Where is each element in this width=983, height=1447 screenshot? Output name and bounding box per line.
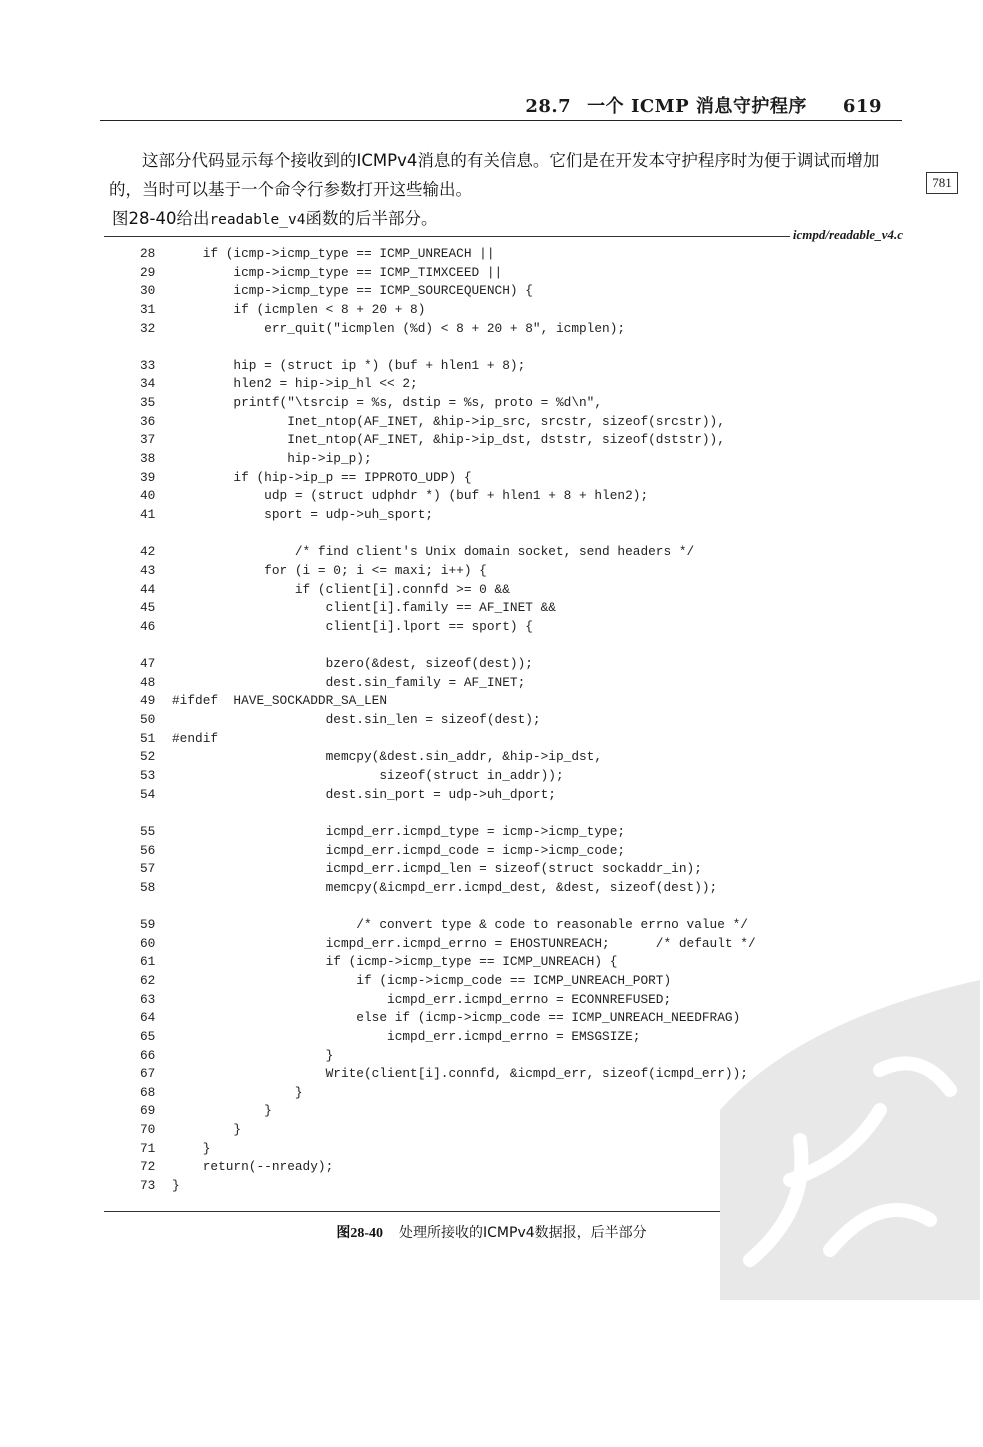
code-text: icmpd_err.icmpd_errno = EHOSTUNREACH; /* default */ — [172, 935, 756, 951]
code-line — [140, 301, 900, 320]
code-line — [140, 860, 900, 879]
line-number: 46 — [140, 618, 156, 634]
code-text: if (icmp->icmp_type == ICMP_UNREACH) { — [172, 954, 618, 970]
line-number: 65 — [140, 1028, 156, 1044]
line-number: 40 — [140, 488, 156, 504]
code-text: } — [172, 1140, 211, 1156]
line-number: 49 — [140, 693, 156, 709]
code-text: icmp->icmp_type == ICMP_TIMXCEED || — [172, 264, 503, 280]
line-number: 67 — [140, 1066, 156, 1082]
code-line — [140, 581, 900, 600]
code-text: memcpy(&icmpd_err.icmpd_dest, &dest, sizeof(dest)); — [172, 879, 718, 895]
code-line — [140, 711, 900, 730]
code-text: if (hip->ip_p == IPPROTO_UDP) { — [172, 469, 472, 485]
line-number: 58 — [140, 879, 156, 895]
code-line — [140, 282, 900, 301]
code-line — [140, 935, 900, 954]
line-number: 31 — [140, 301, 156, 317]
code-line — [140, 487, 900, 506]
line-number: 30 — [140, 283, 156, 299]
line-number: 29 — [140, 264, 156, 280]
figure-number: 图28-40 — [336, 1226, 384, 1241]
code-line — [140, 245, 900, 264]
code-text: if (icmp->icmp_type == ICMP_UNREACH || — [172, 246, 495, 261]
line-number: 43 — [140, 562, 156, 578]
code-line — [140, 450, 900, 469]
code-line — [140, 562, 900, 581]
code-text: } — [172, 1122, 242, 1138]
code-line — [140, 916, 900, 935]
code-text: #ifdef HAVE_SOCKADDR_SA_LEN — [172, 693, 388, 709]
line-number: 66 — [140, 1047, 156, 1063]
code-text: sizeof(struct in_addr)); — [172, 767, 564, 783]
code-line — [140, 431, 900, 450]
line-number: 53 — [140, 767, 156, 783]
code-line — [140, 879, 900, 898]
line-number: 32 — [140, 320, 156, 336]
code-text: Inet_ntop(AF_INET, &hip->ip_dst, dststr, sizeof(dststr)), — [172, 432, 725, 448]
code-text: #endif — [172, 730, 219, 746]
code-text: dest.sin_port = udp->uh_dport; — [172, 786, 556, 802]
code-line — [140, 730, 900, 749]
code-text: /* find client's Unix domain socket, send headers */ — [172, 544, 695, 560]
code-line — [140, 618, 900, 637]
code-text: bzero(&dest, sizeof(dest)); — [172, 656, 533, 672]
line-number: 33 — [140, 357, 156, 373]
code-line — [140, 842, 900, 861]
code-text: client[i].family == AF_INET && — [172, 600, 556, 616]
line-number: 51 — [140, 730, 156, 746]
code-line — [140, 375, 900, 394]
figure-title: 处理所接收的ICMPv4数据报，后半部分 — [399, 1225, 647, 1241]
code-line — [140, 786, 900, 805]
line-number: 44 — [140, 581, 156, 597]
code-text: udp = (struct udphdr *) (buf + hlen1 + 8 + hlen2); — [172, 488, 649, 504]
line-number: 55 — [140, 823, 156, 839]
code-line — [140, 674, 900, 693]
code-line — [140, 506, 900, 525]
line-number: 56 — [140, 842, 156, 858]
code-text: Inet_ntop(AF_INET, &hip->ip_src, srcstr, sizeof(srcstr)), — [172, 413, 725, 429]
code-line — [140, 543, 900, 562]
code-text: for (i = 0; i <= maxi; i++) { — [172, 562, 487, 578]
intro-paragraph-2 — [79, 204, 902, 235]
code-line — [140, 357, 900, 376]
code-text: hlen2 = hip->ip_hl << 2; — [172, 376, 418, 392]
line-number: 50 — [140, 712, 156, 728]
file-label-top: icmpd/readable_v4.c — [790, 227, 903, 243]
code-line — [140, 599, 900, 618]
running-header — [100, 88, 902, 121]
code-line — [140, 469, 900, 488]
line-number: 69 — [140, 1103, 156, 1119]
line-number: 52 — [140, 749, 156, 765]
code-text: icmpd_err.icmpd_type = icmp->icmp_type; — [172, 823, 626, 839]
code-text: else if (icmp->icmp_code == ICMP_UNREACH_NEEDFRAG) — [172, 1010, 741, 1026]
code-line — [140, 767, 900, 786]
line-number: 70 — [140, 1122, 156, 1138]
code-text: icmpd_err.icmpd_errno = ECONNREFUSED; — [172, 991, 672, 1007]
code-line — [140, 692, 900, 711]
code-text: dest.sin_family = AF_INET; — [172, 674, 526, 690]
line-number: 37 — [140, 432, 156, 448]
code-line — [140, 823, 900, 842]
page-number: 619 — [842, 96, 882, 117]
line-number: 39 — [140, 469, 156, 485]
code-top-rule — [104, 236, 902, 237]
function-name: readable_v4 — [209, 212, 306, 228]
line-number: 62 — [140, 972, 156, 988]
section-number: 28.7 — [525, 96, 572, 117]
code-text: hip->ip_p); — [172, 451, 372, 467]
code-gap — [140, 338, 900, 357]
code-gap — [140, 897, 900, 916]
code-text: hip = (struct ip *) (buf + hlen1 + 8); — [172, 357, 526, 373]
code-line — [140, 394, 900, 413]
code-text: } — [172, 1047, 334, 1063]
para-suffix: 函数的后半部分。 — [305, 209, 438, 228]
header-text — [525, 92, 882, 118]
intro-text — [109, 146, 902, 235]
code-text: icmpd_err.icmpd_code = icmp->icmp_code; — [172, 842, 626, 858]
code-text: icmp->icmp_type == ICMP_SOURCEQUENCH) { — [172, 283, 533, 299]
code-text: printf("\tsrcip = %s, dstip = %s, proto = %d\n", — [172, 395, 603, 411]
line-number: 42 — [140, 544, 156, 560]
line-number: 54 — [140, 786, 156, 802]
line-number: 57 — [140, 861, 156, 877]
line-number: 73 — [140, 1178, 156, 1194]
code-text: return(--nready); — [172, 1159, 334, 1175]
code-line — [140, 320, 900, 339]
code-text: memcpy(&dest.sin_addr, &hip->ip_dst, — [172, 749, 603, 765]
code-text: client[i].lport == sport) { — [172, 618, 533, 634]
line-number: 72 — [140, 1159, 156, 1175]
line-number: 38 — [140, 451, 156, 467]
watermark-logo — [680, 960, 980, 1300]
code-text: } — [172, 1178, 180, 1194]
code-line — [140, 655, 900, 674]
code-text: Write(client[i].connfd, &icmpd_err, sizeof(icmpd_err)); — [172, 1066, 748, 1082]
code-text: if (client[i].connfd >= 0 && — [172, 581, 510, 597]
line-number: 41 — [140, 506, 156, 522]
code-text: sport = udp->uh_sport; — [172, 506, 434, 522]
code-line — [140, 413, 900, 432]
line-number: 28 — [140, 246, 156, 261]
line-number: 59 — [140, 917, 156, 933]
code-line — [140, 748, 900, 767]
code-gap — [140, 804, 900, 823]
line-number: 48 — [140, 674, 156, 690]
line-number: 68 — [140, 1084, 156, 1100]
intro-paragraph: 这部分代码显示每个接收到的ICMPv4消息的有关信息。它们是在开发本守护程序时为便于调试而增加的，当时可以基于一个命令行参数打开这些输出。 — [109, 151, 880, 199]
line-number: 63 — [140, 991, 156, 1007]
line-number: 60 — [140, 935, 156, 951]
code-gap — [140, 525, 900, 544]
code-text: icmpd_err.icmpd_len = sizeof(struct sockaddr_in); — [172, 861, 702, 877]
code-text: err_quit("icmplen (%d) < 8 + 20 + 8", icmplen); — [172, 320, 626, 336]
line-number: 71 — [140, 1140, 156, 1156]
line-number: 64 — [140, 1010, 156, 1026]
line-number: 45 — [140, 600, 156, 616]
para-prefix: 图28-40给出 — [112, 209, 210, 228]
code-text: if (icmplen < 8 + 20 + 8) — [172, 301, 426, 317]
code-text: if (icmp->icmp_code == ICMP_UNREACH_PORT) — [172, 972, 672, 988]
code-text: } — [172, 1084, 303, 1100]
code-gap — [140, 636, 900, 655]
line-number: 34 — [140, 376, 156, 392]
code-text: } — [172, 1103, 272, 1119]
line-number: 61 — [140, 954, 156, 970]
code-line — [140, 264, 900, 283]
line-number: 36 — [140, 413, 156, 429]
code-text: dest.sin_len = sizeof(dest); — [172, 712, 541, 728]
line-number: 35 — [140, 395, 156, 411]
margin-page-ref: 781 — [926, 172, 958, 194]
code-text: /* convert type & code to reasonable errno value */ — [172, 917, 748, 933]
section-title: 一个 ICMP 消息守护程序 — [587, 96, 807, 117]
line-number: 47 — [140, 656, 156, 672]
code-text: icmpd_err.icmpd_errno = EMSGSIZE; — [172, 1028, 641, 1044]
